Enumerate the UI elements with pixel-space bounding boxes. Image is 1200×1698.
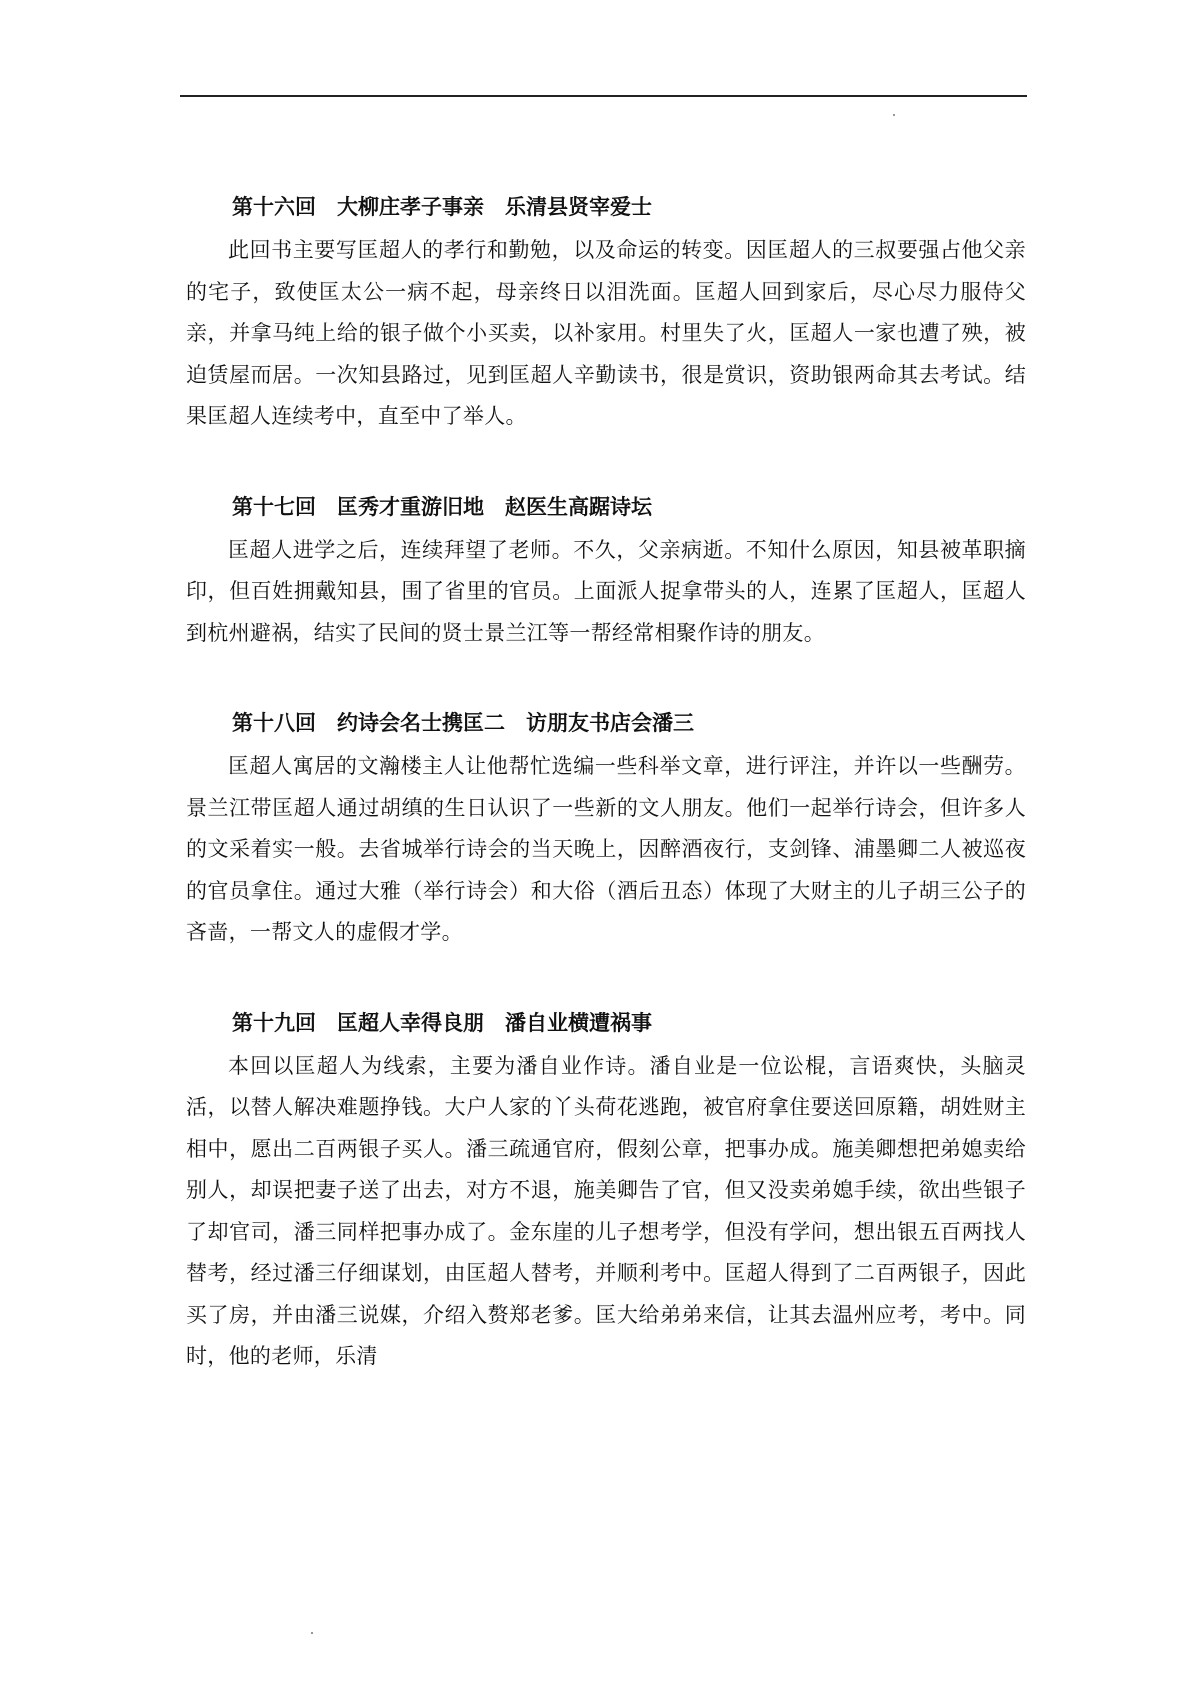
section-body: 此回书主要写匡超人的孝行和勤勉，以及命运的转变。因匡超人的三叔要强占他父亲的宅子，致使匡太公一病不起，母亲终日以泪洗面。匡超人回到家后，尽心尽力服侍父亲，并拿马纯上给的银子做个小买卖，以补家用。村里失了火，匡超人一家也遭了殃，被迫赁屋而居。一次知县路过，见到匡超人辛勤读书，很是赏识，资助银两命其去考试。结果匡超人连续考中，直至中了举人。 bbox=[186, 238, 1026, 428]
scan-speck bbox=[311, 1632, 313, 1634]
section-body: 本回以匡超人为线索，主要为潘自业作诗。潘自业是一位讼棍，言语爽快，头脑灵活，以替人解决难题挣钱。大户人家的丫头荷花逃跑，被官府拿住要送回原籍，胡姓财主相中，愿出二百两银子买人。潘三疏通官府，假刻公章，把事办成。施美卿想把弟媳卖给别人，却误把妻子送了出去，对方不退，施美卿告了官，但又没卖弟媳手续，欲出些银子了却官司，潘三同样把事办成了。金东崖的儿子想考学，但没有学问，想出银五百两找人替考，经过潘三仔细谋划，由匡超人替考，并顺利考中。匡超人得到了二百两银子，因此买了房，并由潘三说媒，介绍入赘郑老爹。匡大给弟弟来信，让其去温州应考，考中。同时，他的老师，乐清 bbox=[186, 1053, 1026, 1368]
section-title: 第十八回 约诗会名士携匡二 访朋友书店会潘三 bbox=[232, 711, 694, 735]
section-body: 匡超人寓居的文瀚楼主人让他帮忙选编一些科举文章，进行评注，并许以一些酬劳。景兰江带匡超人通过胡缜的生日认识了一些新的文人朋友。他们一起举行诗会，但许多人的文采着实一般。去省城举行诗会的当天晚上，因醉酒夜行，支剑锋、浦墨卿二人被巡夜的官员拿住。通过大雅（举行诗会）和大俗（酒后丑态）体现了大财主的儿子胡三公子的吝啬，一帮文人的虚假才学。 bbox=[186, 754, 1026, 944]
chapter-summary-17 bbox=[186, 490, 1026, 655]
section-title: 第十九回 匡超人幸得良朋 潘自业横遭祸事 bbox=[232, 1010, 652, 1035]
header-rule bbox=[180, 95, 1027, 97]
scan-speck bbox=[893, 114, 895, 116]
chapter-summary-18 bbox=[186, 706, 1026, 954]
chapter-summary-19 bbox=[186, 1006, 1026, 1378]
section-title: 第十七回 匡秀才重游旧地 赵医生高踞诗坛 bbox=[232, 494, 652, 519]
section-title: 第十六回 大柳庄孝子事亲 乐清县贤宰爱士 bbox=[232, 195, 652, 219]
document-content bbox=[186, 190, 1026, 1430]
section-body: 匡超人进学之后，连续拜望了老师。不久，父亲病逝。不知什么原因，知县被革职摘印，但百姓拥戴知县，围了省里的官员。上面派人捉拿带头的人，连累了匡超人，匡超人到杭州避祸，结实了民间的贤士景兰江等一帮经常相聚作诗的朋友。 bbox=[186, 537, 1026, 645]
chapter-summary-16 bbox=[186, 190, 1026, 438]
